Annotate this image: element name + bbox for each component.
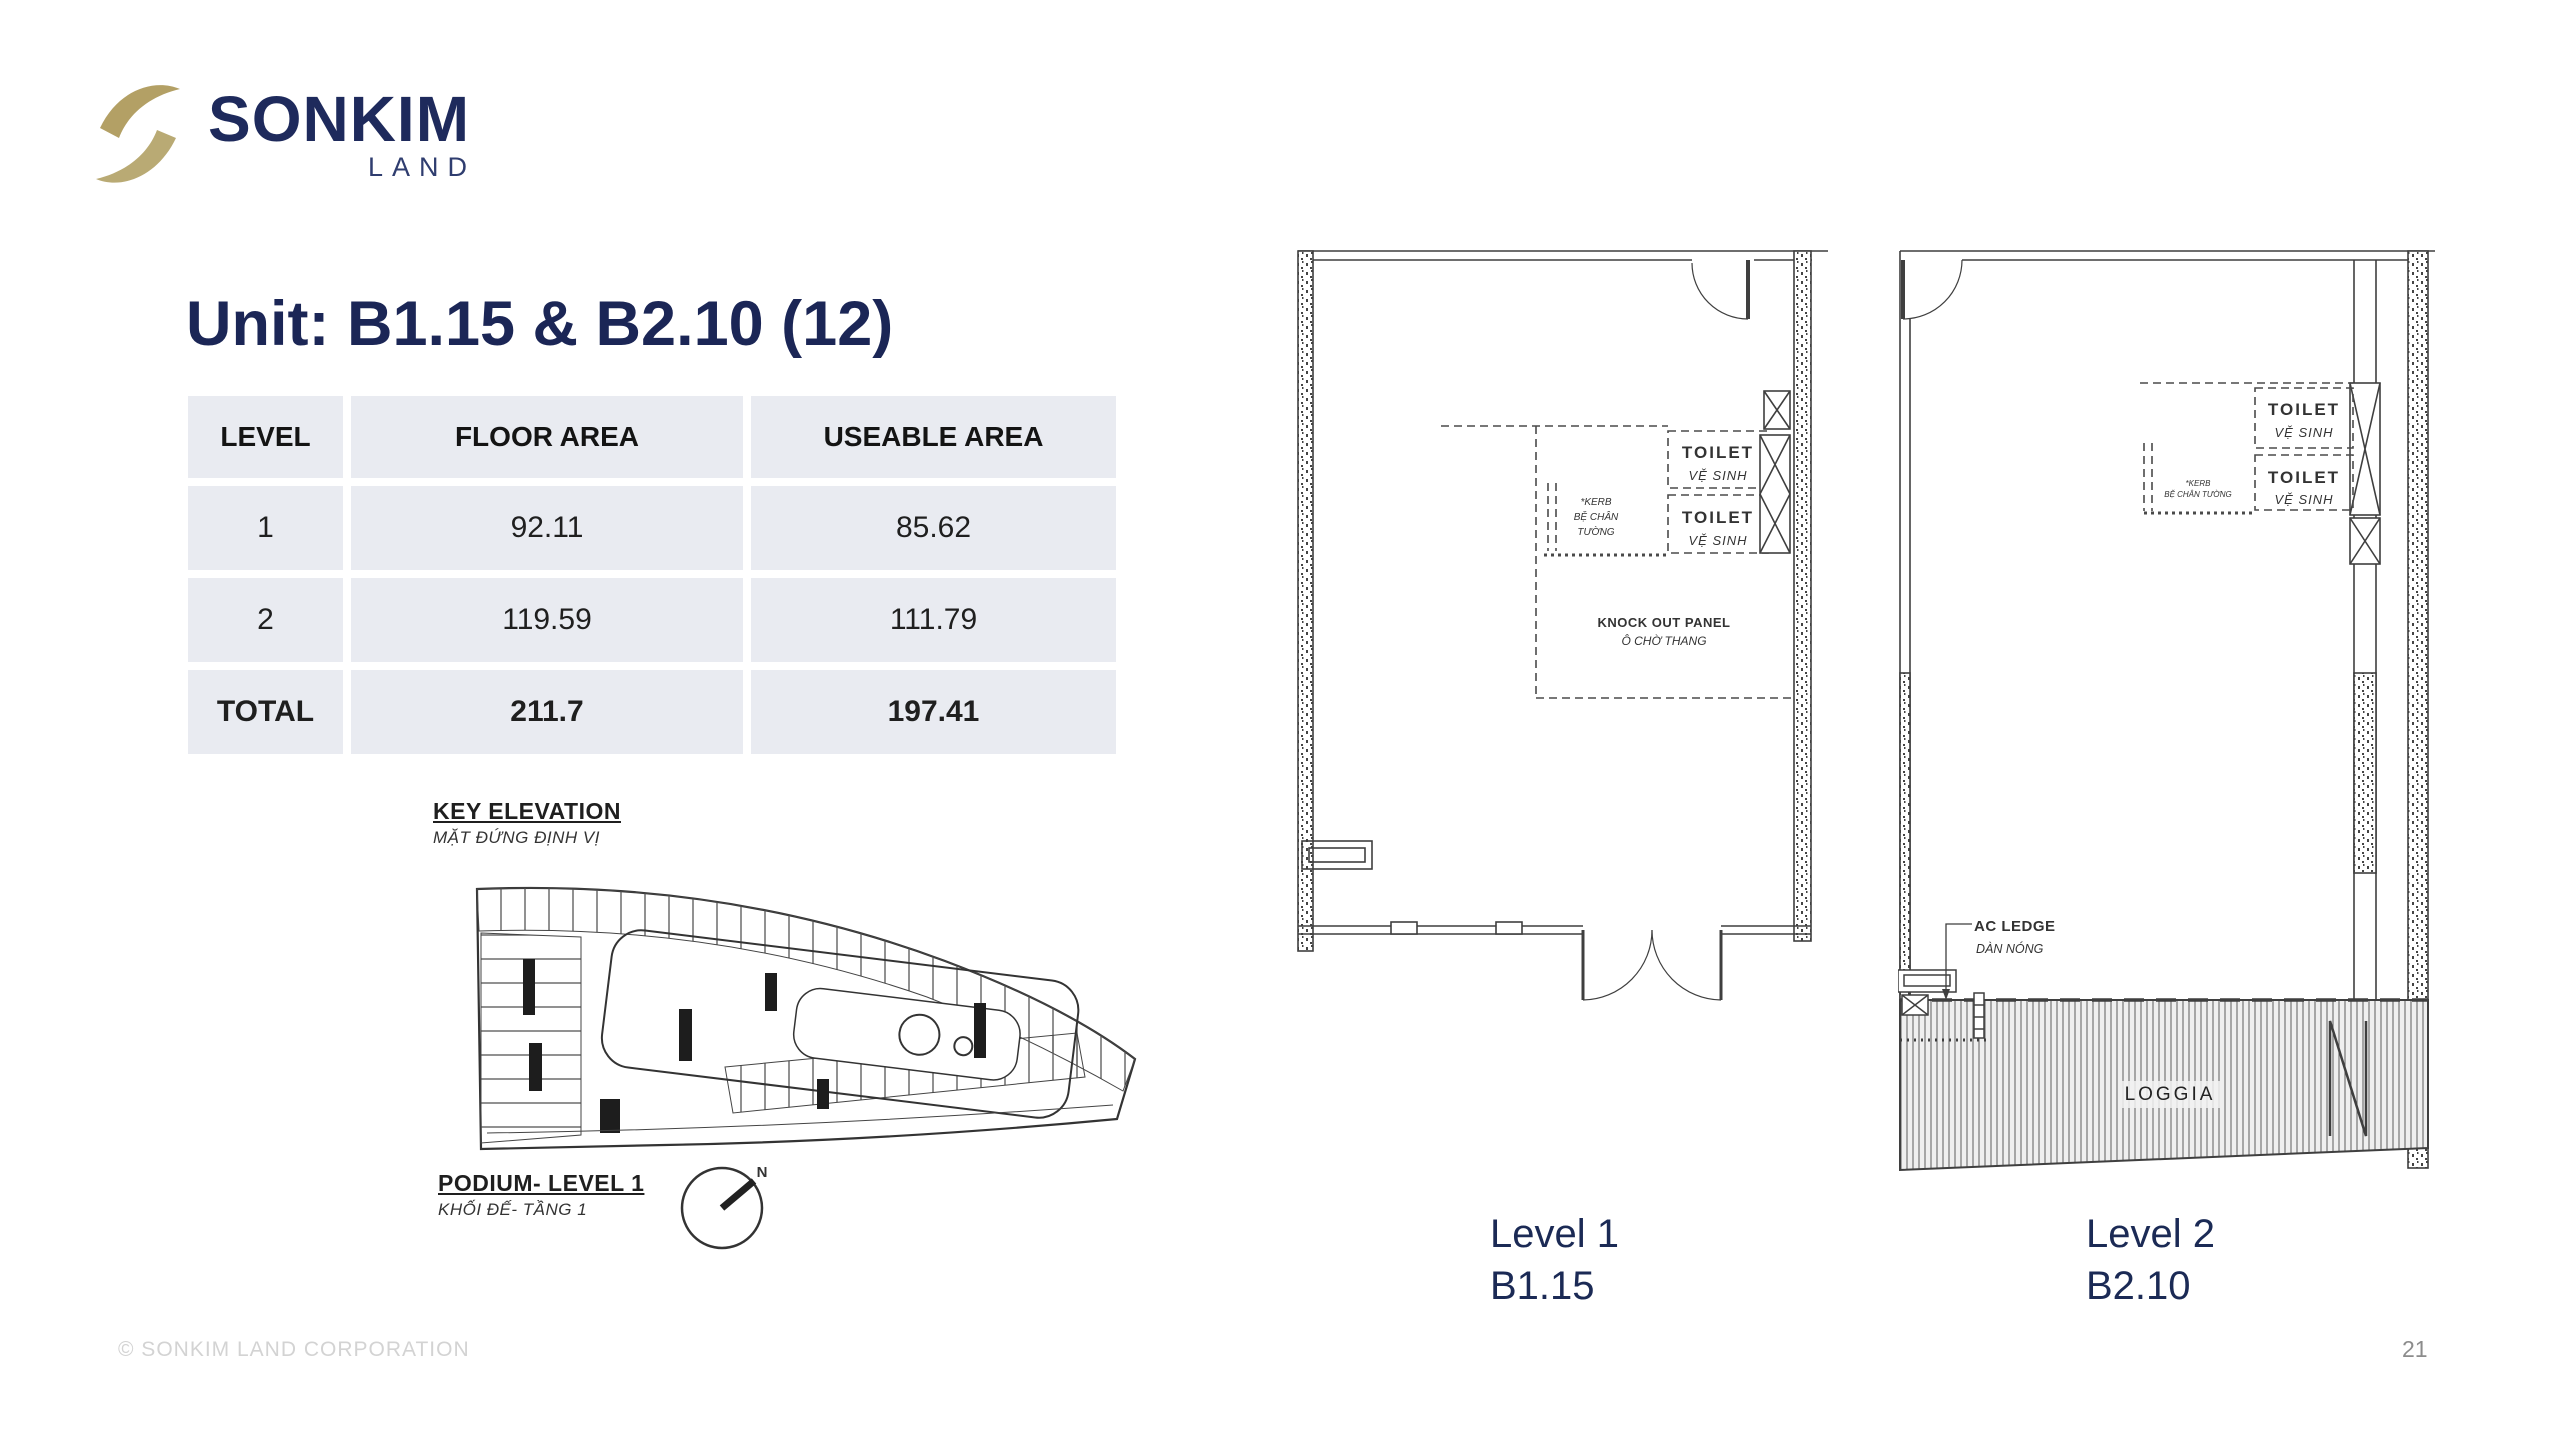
plan1-kerb-label-vn1: BỆ CHÂN bbox=[1573, 512, 1619, 523]
plan1-level-text: Level 1 bbox=[1490, 1212, 1619, 1256]
podium-title: PODIUM- LEVEL 1 bbox=[438, 1170, 645, 1196]
plan2-ac-ledge-label: AC LEDGE bbox=[1974, 918, 2056, 935]
table-cell-total: 211.7 bbox=[351, 670, 743, 754]
plan1-kerb-label-vn2: TƯỜNG bbox=[1577, 527, 1615, 538]
compass-north-label: N bbox=[756, 1164, 768, 1181]
plan2-toilet1-label: TOILET bbox=[2267, 400, 2341, 419]
plan1-toilet1-label-vn: VỆ SINH bbox=[1688, 468, 1748, 483]
key-elevation-subtitle: MẶT ĐỨNG ĐỊNH VỊ bbox=[433, 828, 600, 847]
page-title: Unit: B1.15 & B2.10 (12) bbox=[186, 289, 894, 359]
plan1-knockout-label-vn: Ô CHỜ THANG bbox=[1621, 634, 1707, 648]
sonkim-logo-icon bbox=[92, 76, 184, 192]
table-cell-total: 197.41 bbox=[751, 670, 1116, 754]
table-cell: 92.11 bbox=[351, 486, 743, 570]
plan1-toilet2-label: TOILET bbox=[1681, 508, 1755, 527]
plan2-loggia-label: LOGGIA bbox=[2124, 1084, 2216, 1105]
logo-sub-text: LAND bbox=[367, 152, 476, 182]
plan1-unit-text: B1.15 bbox=[1490, 1264, 1595, 1308]
table-header-level: LEVEL bbox=[188, 396, 343, 478]
plan1-toilet2-label-vn: VỆ SINH bbox=[1688, 533, 1748, 548]
plan1-double-door-bottom bbox=[1583, 930, 1721, 1000]
table-cell: 85.62 bbox=[751, 486, 1116, 570]
floor-plan-level2 bbox=[1898, 243, 2443, 1188]
plan2-toilet2-label: TOILET bbox=[2267, 468, 2341, 487]
key-elevation-caption bbox=[433, 798, 621, 848]
plan2-toilet2-label-vn: VỆ SINH bbox=[2274, 492, 2334, 507]
plan2-door-top-left bbox=[1903, 260, 1962, 319]
plan1-toilet1-label: TOILET bbox=[1681, 443, 1755, 462]
plan1-door-top bbox=[1692, 260, 1748, 319]
plan2-shafts bbox=[2350, 383, 2380, 564]
podium-key-plan-drawing bbox=[465, 875, 1145, 1175]
table-cell: 119.59 bbox=[351, 578, 743, 662]
plan1-knockout-boundary bbox=[1441, 426, 1794, 698]
plan1-kerb-label: *KERB bbox=[1580, 497, 1612, 508]
table-cell-total: TOTAL bbox=[188, 670, 343, 754]
plan2-kerb-label-vn: BỆ CHÂN TƯỜNG bbox=[2164, 490, 2232, 499]
table-header-floor-area: FLOOR AREA bbox=[351, 396, 743, 478]
company-logo bbox=[92, 76, 476, 192]
plan2-toilet1-label-vn: VỆ SINH bbox=[2274, 425, 2334, 440]
plan1-walls bbox=[1298, 251, 1828, 951]
table-cell: 2 bbox=[188, 578, 343, 662]
area-table bbox=[188, 396, 1100, 754]
plan1-knockout-label: KNOCK OUT PANEL bbox=[1597, 615, 1731, 630]
plan1-name-label bbox=[1490, 1208, 1619, 1312]
plan2-unit-text: B2.10 bbox=[2086, 1264, 2191, 1308]
page-number: 21 bbox=[2402, 1336, 2428, 1362]
table-cell: 111.79 bbox=[751, 578, 1116, 662]
plan2-level-text: Level 2 bbox=[2086, 1212, 2215, 1256]
key-elevation-title: KEY ELEVATION bbox=[433, 798, 621, 824]
floor-plan-level1 bbox=[1296, 243, 1844, 1015]
footer-copyright: © SONKIM LAND CORPORATION bbox=[118, 1338, 470, 1361]
table-cell: 1 bbox=[188, 486, 343, 570]
plan2-name-label bbox=[2086, 1208, 2215, 1312]
logo-brand-text: SONKIM bbox=[208, 83, 470, 155]
podium-caption bbox=[438, 1170, 644, 1220]
plan2-kerb-label: *KERB bbox=[2185, 479, 2211, 488]
table-header-useable-area: USEABLE AREA bbox=[751, 396, 1116, 478]
plan2-ac-ledge-label-vn: DÀN NÓNG bbox=[1976, 942, 2044, 956]
plan1-shafts bbox=[1760, 391, 1790, 553]
podium-subtitle: KHỐI ĐẾ- TẦNG 1 bbox=[438, 1200, 588, 1219]
north-compass-icon bbox=[676, 1160, 776, 1260]
